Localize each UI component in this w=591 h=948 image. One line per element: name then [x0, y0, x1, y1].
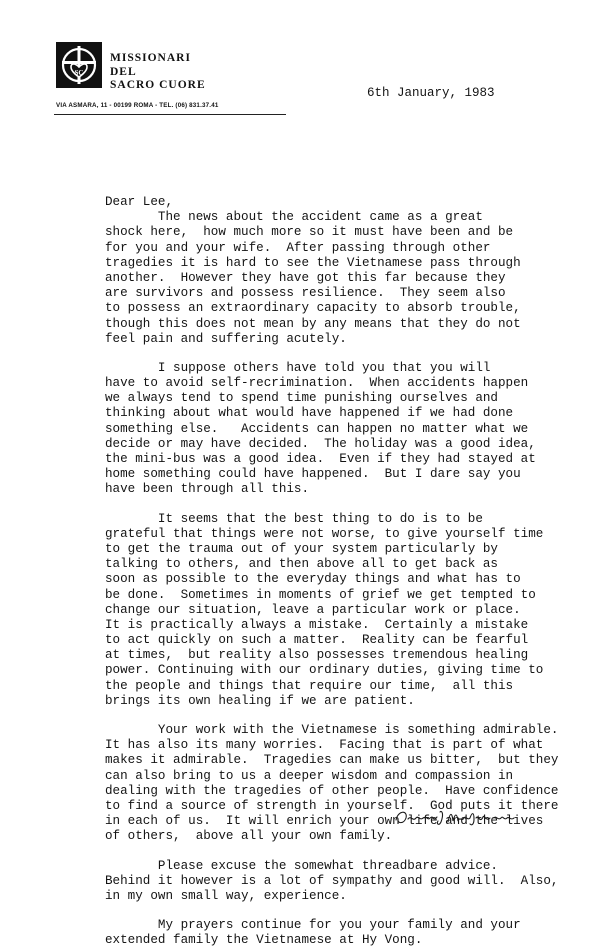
letter-paragraph	[105, 512, 565, 709]
org-line: MISSIONARI	[110, 52, 191, 64]
letter-line: be done. Sometimes in moments of grief we get tempted to	[105, 587, 536, 602]
letter-paragraph	[105, 859, 565, 905]
letter-line: to get the trauma out of your system particularly by	[105, 541, 498, 556]
letter-date: 6th January, 1983	[367, 86, 495, 100]
letter-line: It seems that the best thing to do is to be	[105, 511, 483, 526]
letter-line: the people and things that require our time, all this	[105, 678, 514, 693]
letter-line: tragedies it is hard to see the Vietnamese pass through	[105, 255, 521, 270]
letter-line: feel pain and suffering acutely.	[105, 331, 347, 346]
letter-line: to act quickly on such a matter. Reality can be fearful	[105, 633, 529, 648]
letter-line: to possess an extraordinary capacity to absorb trouble,	[105, 301, 521, 316]
letter-line: decide or may have decided. The holiday was a good idea,	[105, 436, 536, 451]
letter-line: grateful that things were not worse, to give yourself time	[105, 526, 544, 541]
letter-line: though this does not mean by any means that they do not	[105, 316, 521, 331]
letter-line: extended family the Vietnamese at Hy Vong.	[105, 933, 423, 948]
org-line: DEL	[110, 65, 137, 78]
letter-line: have been through all this.	[105, 482, 310, 497]
letter-line: It is practically always a mistake. Certainly a mistake	[105, 617, 529, 632]
letterhead-address: VIA ASMARA, 11 - 00199 ROMA - TEL. (06) 831.37.41	[56, 102, 219, 109]
msc-emblem-icon	[56, 42, 102, 88]
letter-line: for you and your wife. After passing through other	[105, 240, 491, 255]
letter-body	[105, 195, 565, 948]
org-line: SACRO CUORE	[110, 79, 206, 91]
letterhead-rule	[54, 114, 286, 115]
letter-line: dealing with the tragedies of other people. Have confidence	[105, 783, 559, 798]
letter-line: I suppose others have told you that you will	[105, 360, 491, 375]
letter-line: another. However they have got this far because they	[105, 270, 506, 285]
letter-line: we always tend to spend time punishing ourselves and	[105, 391, 498, 406]
letter-line: soon as possible to the everyday things and what has to	[105, 572, 521, 587]
letter-line: can also bring to us a deeper wisdom and compassion in	[105, 768, 514, 783]
paragraph-gap	[105, 347, 565, 361]
organization-name	[110, 52, 206, 93]
letter-line: change our situation, leave a particular work or place.	[105, 602, 521, 617]
paragraph-gap	[105, 709, 565, 723]
letter-line: Please excuse the somewhat threadbare advice.	[105, 858, 498, 873]
letter-line: home something could have happened. But I dare say you	[105, 467, 521, 482]
letter-line: to find a source of strength in yourself. God puts it there	[105, 798, 559, 813]
letter-line: Behind it however is a lot of sympathy and good will. Also,	[105, 873, 559, 888]
salutation: Dear Lee,	[105, 195, 174, 209]
handwritten-signature	[394, 806, 528, 828]
letter-line: of others, above all your own family.	[105, 829, 393, 844]
svg-text:SC: SC	[74, 69, 84, 77]
letter-paragraph	[105, 210, 565, 347]
letter-line: brings its own healing if we are patient.	[105, 693, 415, 708]
letter-line: Your work with the Vietnamese is something admirable.	[105, 723, 559, 737]
letter-line: My prayers continue for you your family and your	[105, 918, 521, 933]
letter-line: shock here, how much more so it must have been and be	[105, 225, 514, 240]
letter-line: It has also its many worries. Facing that is part of what	[105, 738, 544, 753]
paragraph-gap	[105, 904, 565, 918]
letter-line: power. Continuing with our ordinary duties, giving time to	[105, 663, 544, 678]
letter-line: are survivors and possess resilience. They seem also	[105, 286, 506, 301]
letter-line: The news about the accident came as a great	[105, 210, 483, 225]
paragraph-gap	[105, 498, 565, 512]
letter-line: have to avoid self-recrimination. When accidents happen	[105, 376, 529, 391]
paragraph-gap	[105, 845, 565, 859]
letter-paragraphs	[105, 210, 565, 948]
letter-line: at times, but reality also possesses tremendous healing	[105, 648, 529, 663]
letter-line: in each of us. It will enrich your own life and the lives	[105, 814, 544, 829]
letter-paragraph	[105, 361, 565, 498]
letter-line: something else. Accidents can happen no matter what we	[105, 421, 529, 436]
letter-line: thinking about what would have happened if we had done	[105, 406, 514, 421]
letter-line: talking to others, and then above all to get back as	[105, 557, 498, 572]
letter-line: the mini-bus was a good idea. Even if they had stayed at	[105, 452, 536, 466]
letter-line: in my own small way, experience.	[105, 888, 347, 903]
letter-line: makes it admirable. Tragedies can make us bitter, but they	[105, 753, 559, 768]
letter-paragraph	[105, 918, 565, 948]
